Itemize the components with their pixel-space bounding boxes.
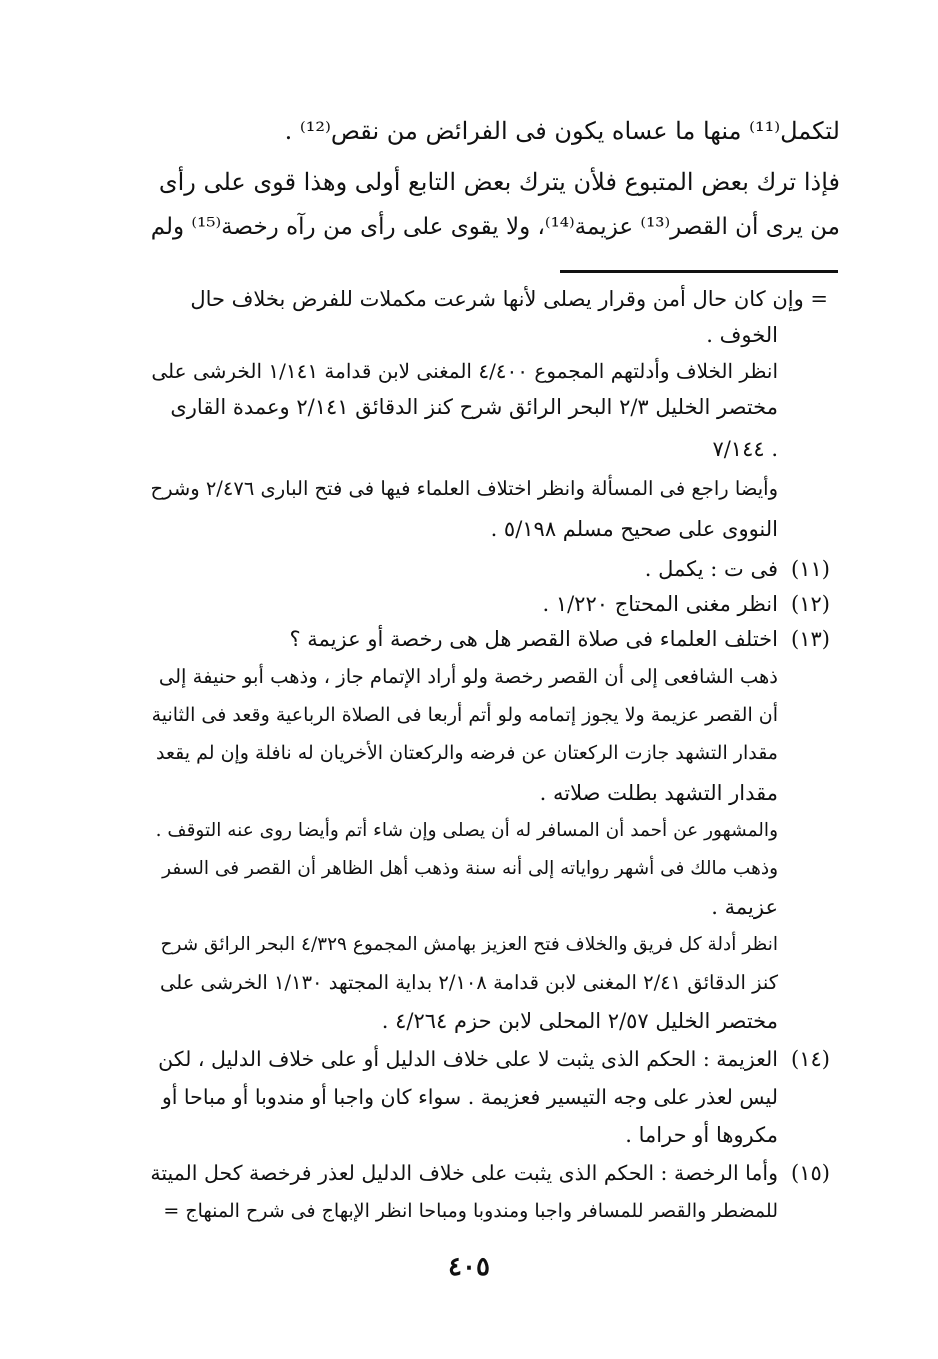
footnote-14-line: العزيمة : الحكم الذى يثبت لا على خلاف الدليل أو على خلاف الدليل ، لكن <box>158 1047 778 1071</box>
footnote-13-line: كنز الدقائق ٢/٤١ المغنى لابن قدامة ٢/١٠٨ بداية المجتهد ١/١٣٠ الخرشى على <box>160 971 778 994</box>
footnote-number-14: (١٤) <box>791 1047 830 1071</box>
footnote-separator-rule <box>560 270 838 273</box>
footnote-13-line: مقدار التشهد بطلت صلاته . <box>539 781 778 805</box>
main-text-line-3: من يرى أن القصر⁽¹³⁾ عزيمة⁽¹⁴⁾، ولا يقوى على رأى من رآه رخصة⁽¹⁵⁾ ولم <box>150 214 840 240</box>
footnote-13-line: والمشهور عن أحمد أن المسافر له أن يصلى وإن شاء أتم وأيضا روى عنه التوقف . <box>155 820 778 841</box>
footnote-number-11: (١١) <box>791 557 830 581</box>
footnote-15-line: وأما الرخصة : الحكم الذى يثبت على خلاف الدليل لعذر فرخصة كحل الميتة <box>150 1161 778 1185</box>
footnote-14-line: ليس لعذر على وجه التيسير فعزيمة . سواء كان واجبا أو مندوبا أو مباحا أو <box>161 1085 778 1109</box>
page-number: ٤٠٥ <box>448 1252 490 1282</box>
footnote-number-13: (١٣) <box>791 627 830 651</box>
footnote-number-12: (١٢) <box>791 592 830 616</box>
footnote-number-15: (١٥) <box>791 1161 830 1185</box>
footnote-13-line: عزيمة . <box>711 895 778 919</box>
main-text-line-2: فإذا ترك بعض المتبوع فلأن يترك بعض التابع أولى وهذا قوى على رأى <box>158 168 840 196</box>
footnote-13-line: ذهب الشافعى إلى أن القصر رخصة ولو أراد الإتمام جاز ، وذهب أبو حنيفة إلى <box>158 665 778 688</box>
footnote-13-line: اختلف العلماء فى صلاة القصر هل هى رخصة أو عزيمة ؟ <box>289 627 778 651</box>
footnote-continuation-line: وأيضا راجع فى المسألة وانظر اختلاف العلماء فيها فى فتح البارى ٢/٤٧٦ وشرح <box>150 477 778 500</box>
footnote-13-line: مختصر الخليل ٢/٥٧ المحلى لابن حزم ٤/٢٦٤ . <box>381 1009 778 1033</box>
footnote-continuation-line: مختصر الخليل ٢/٣ البحر الرائق شرح كنز الدقائق ٢/١٤١ وعمدة القارى <box>170 395 778 419</box>
footnote-continuation-line: الخوف . <box>706 323 778 347</box>
footnote-15-line: للمضطر والقصر للمسافر واجبا ومندوبا ومباحا انظر الإبهاج فى شرح المنهاج = <box>163 1200 778 1222</box>
footnote-13-line: وذهب مالك فى أشهر رواياته إلى أنه سنة وذهب أهل الظاهر أن القصر فى السفر <box>162 858 778 879</box>
footnote-continuation-line: ٧/١٤٤ . <box>712 437 778 461</box>
footnote-13-line: انظر أدلة كل فريق والخلاف فتح العزيز بهامش المجموع ٤/٣٢٩ البحر الرائق شرح <box>160 934 778 955</box>
footnote-12-text: انظر مغنى المحتاج ١/٢٢٠ . <box>542 592 778 616</box>
footnote-continuation-line: النووى على صحيح مسلم ٥/١٩٨ . <box>490 517 778 541</box>
footnote-continuation-line: = وإن كان حال أمن وقرار يصلى لأنها شرعت مكملات للفرض بخلاف حال <box>190 287 828 311</box>
footnote-13-line: أن القصر عزيمة ولا يجوز إتمامه ولو أتم أربعا فى الصلاة الرباعية وقعد فى الثانية <box>151 704 778 726</box>
footnote-continuation-line: انظر الخلاف وأدلتهم المجموع ٤/٤٠٠ المغنى لابن قدامة ١/١٤١ الخرشى على <box>151 359 778 383</box>
footnote-11-text: فى ت : يكمل . <box>644 557 778 581</box>
footnote-13-line: مقدار التشهد جازت الركعتان عن فرضه والركعتان الأخريان له نافلة وإن لم يقعد <box>156 742 778 764</box>
main-text-line-1: لتكمل⁽¹¹⁾ منها ما عساه يكون فى الفرائض من نقص⁽¹²⁾ . <box>284 117 840 145</box>
footnote-14-line: مكروها أو حراما . <box>625 1123 778 1147</box>
